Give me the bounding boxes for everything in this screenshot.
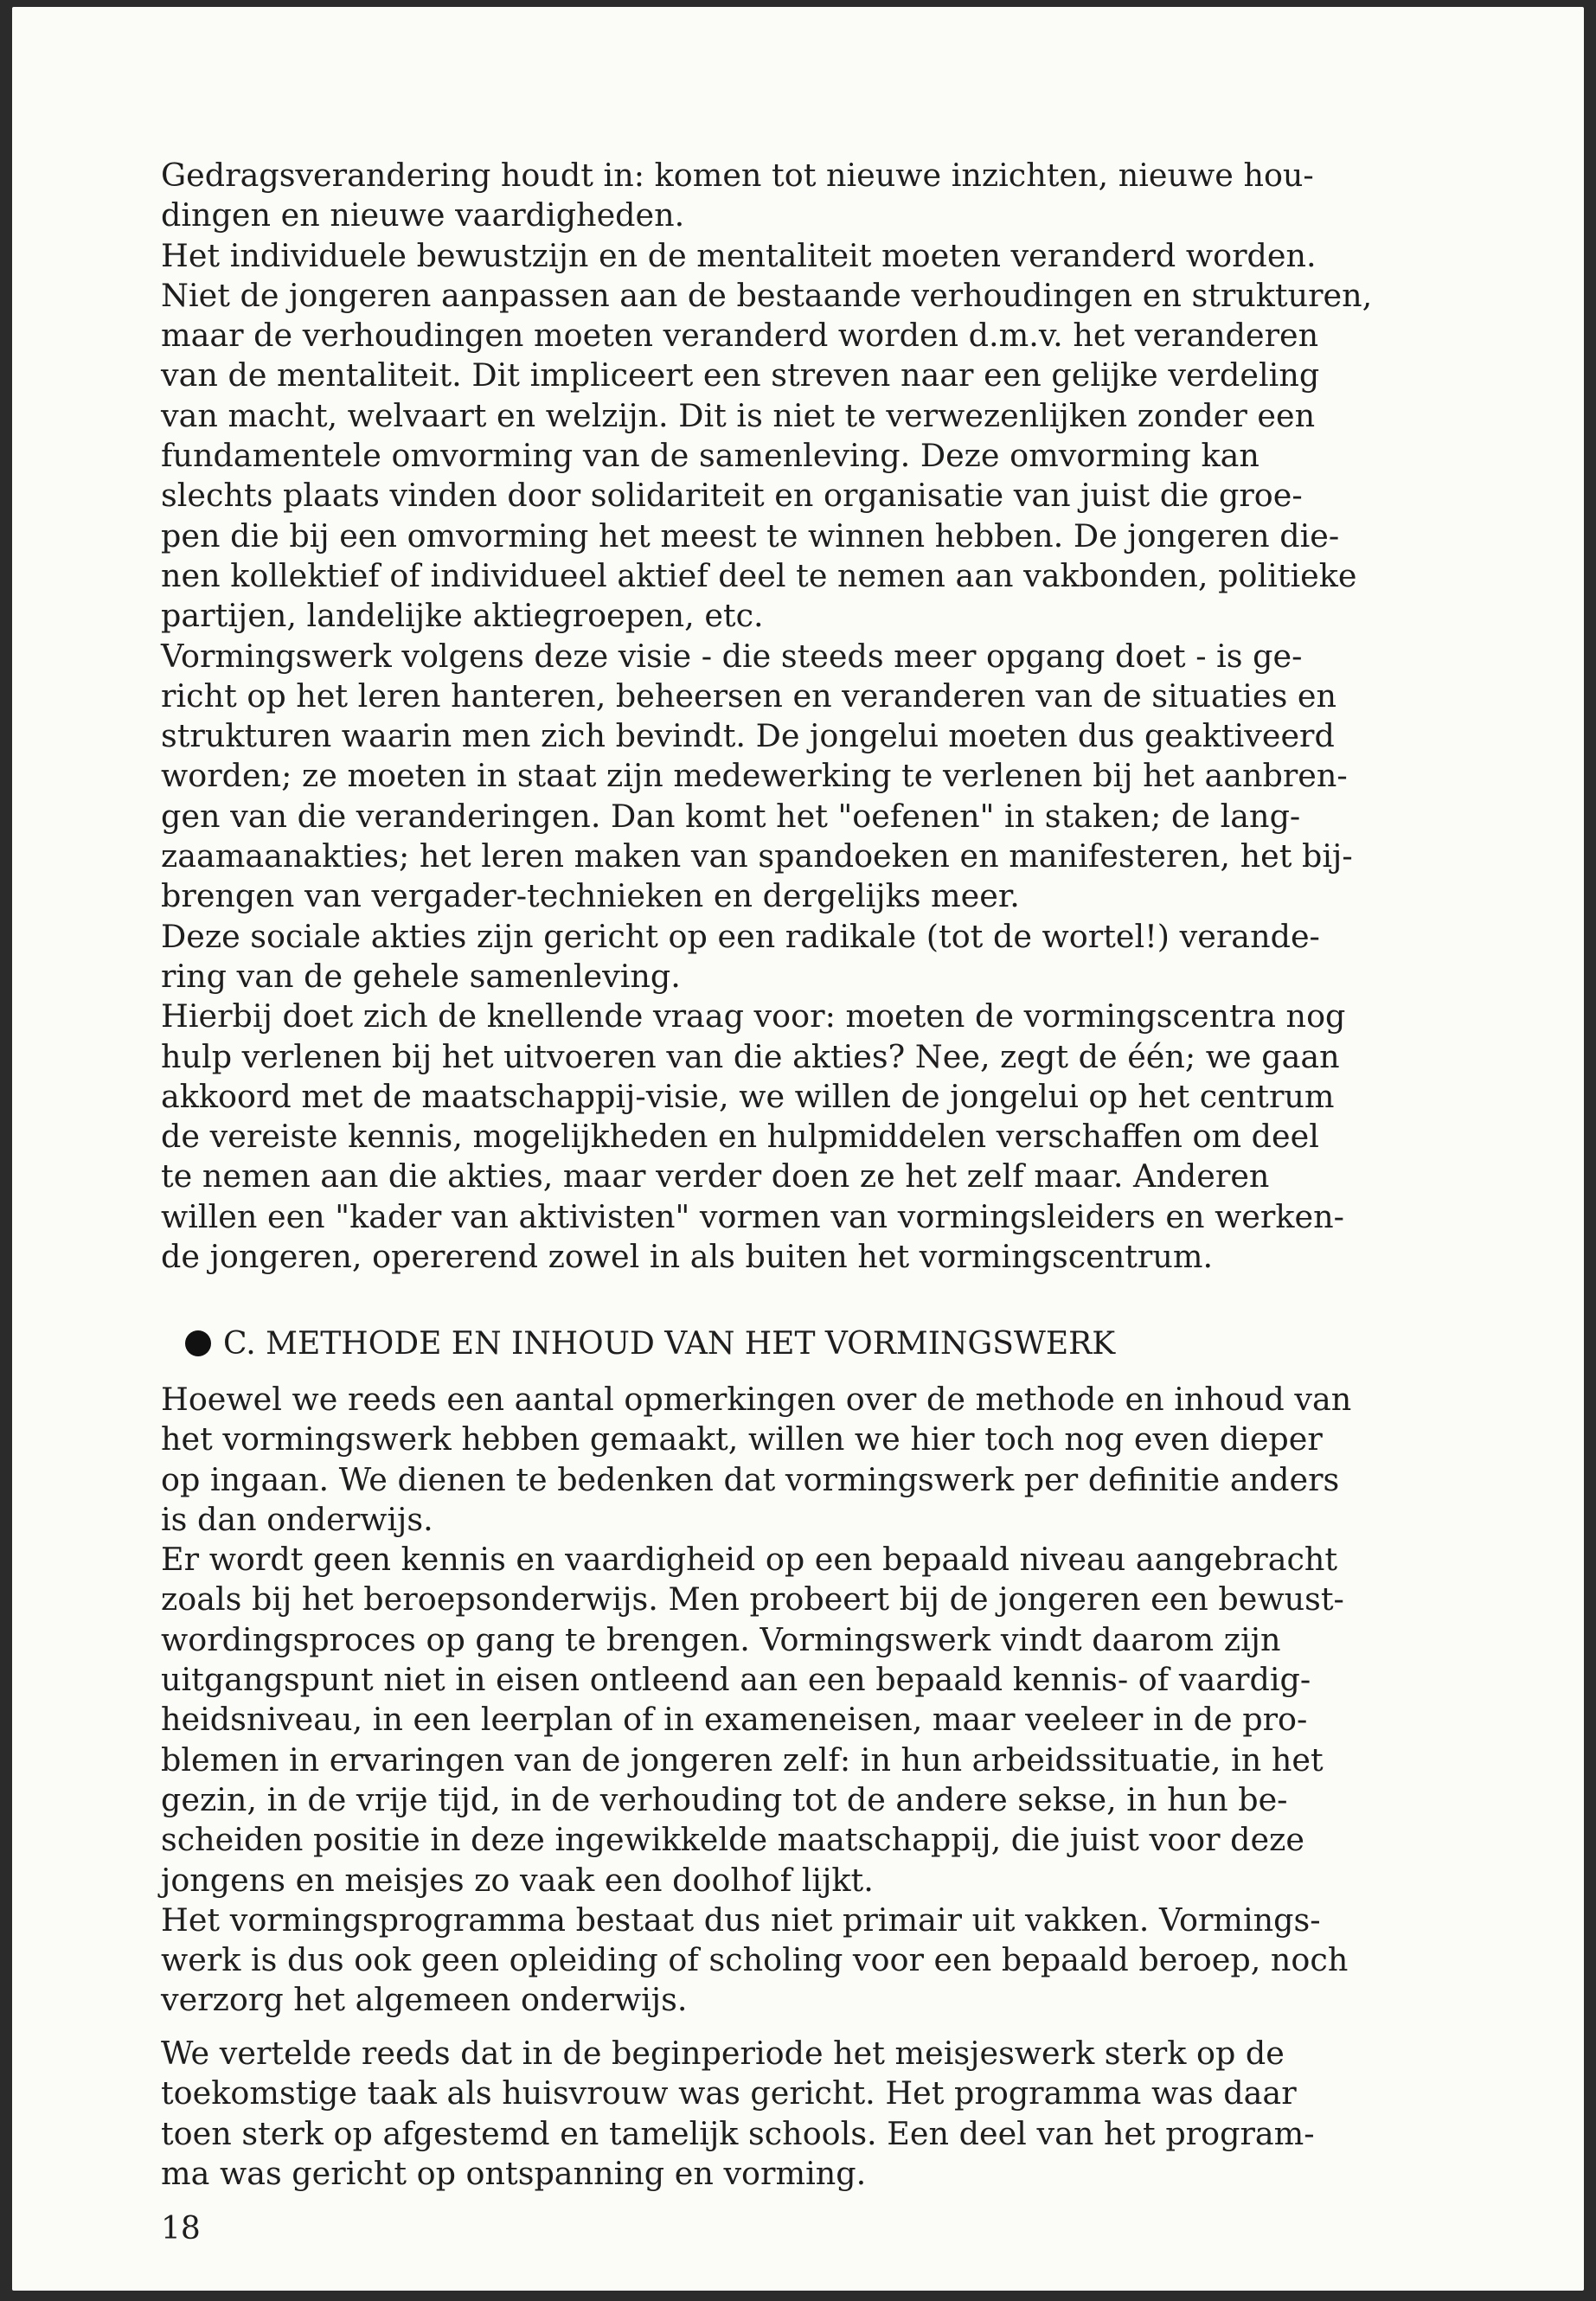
- text-line: pen die bij een omvorming het meest te winnen hebben. De jongeren die-: [161, 516, 1340, 554]
- text-line: verzorg het algemeen onderwijs.: [161, 1981, 688, 2019]
- text-line: Hierbij doet zich de knellende vraag voor: moeten de vormingscentra nog: [161, 997, 1346, 1035]
- text-line: ma was gericht op ontspanning en vorming.: [161, 2154, 867, 2192]
- text-line: hulp verlenen bij het uitvoeren van die akties? Nee, zegt de één; we gaan: [161, 1037, 1340, 1075]
- text-line: Gedragsverandering houdt in: komen tot nieuwe inzichten, nieuwe hou-: [161, 157, 1314, 194]
- text-line: te nemen aan die akties, maar verder doen ze het zelf maar. Anderen: [161, 1157, 1270, 1195]
- text-line: wordingsproces op gang te brengen. Vormingswerk vindt daarom zijn: [161, 1620, 1281, 1658]
- text-line: willen een "kader van aktivisten" vormen van vormingsleiders en werken-: [161, 1197, 1344, 1235]
- text-line: op ingaan. We dienen te bedenken dat vormingswerk per definitie anders: [161, 1460, 1340, 1498]
- text-line: de jongeren, opererend zowel in als buiten het vormingscentrum.: [161, 1238, 1214, 1276]
- page-number: 18: [161, 2211, 201, 2247]
- document-page: [12, 7, 1584, 2291]
- text-line: zaamaanakties; het leren maken van spandoeken en manifesteren, het bij-: [161, 837, 1353, 875]
- text-line: Vormingswerk volgens deze visie - die steeds meer opgang doet - is ge-: [161, 637, 1303, 675]
- section-heading: [185, 1322, 1115, 1365]
- bullet-icon: [185, 1330, 211, 1356]
- section-heading-text: C. METHODE EN INHOUD VAN HET VORMINGSWERK: [223, 1325, 1116, 1362]
- text-line: fundamentele omvorming van de samenleving. Deze omvorming kan: [161, 437, 1259, 475]
- text-line: ring van de gehele samenleving.: [161, 957, 681, 995]
- text-line: jongens en meisjes zo vaak een doolhof lijkt.: [161, 1861, 874, 1899]
- text-line: blemen in ervaringen van de jongeren zelf: in hun arbeidssituatie, in het: [161, 1740, 1324, 1779]
- text-line: gezin, in de vrije tijd, in de verhouding tot de andere sekse, in hun be-: [161, 1780, 1288, 1818]
- text-line: toekomstige taak als huisvrouw was gericht. Het programma was daar: [161, 2074, 1297, 2112]
- text-line: partijen, landelijke aktiegroepen, etc.: [161, 597, 764, 635]
- text-line: gen van die veranderingen. Dan komt het "oefenen" in staken; de lang-: [161, 797, 1301, 835]
- text-line: Deze sociale akties zijn gericht op een radikale (tot de wortel!) verande-: [161, 917, 1320, 955]
- text-block-top: [161, 156, 1467, 1277]
- text-line: de vereiste kennis, mogelijkheden en hulpmiddelen verschaffen om deel: [161, 1118, 1319, 1156]
- text-line: dingen en nieuwe vaardigheden.: [161, 196, 685, 234]
- text-line: is dan onderwijs.: [161, 1500, 433, 1538]
- text-line: richt op het leren hanteren, beheersen en veranderen van de situaties en: [161, 676, 1337, 715]
- text-line: toen sterk op afgestemd en tamelijk schools. Een deel van het program-: [161, 2114, 1315, 2152]
- text-block-last: [161, 2034, 1467, 2194]
- text-line: We vertelde reeds dat in de beginperiode het meisjeswerk sterk op de: [161, 2035, 1285, 2072]
- text-line: slechts plaats vinden door solidariteit en organisatie van juist die groe-: [161, 477, 1303, 515]
- text-block-main: [161, 1380, 1467, 2021]
- text-line: brengen van vergader-technieken en dergelijks meer.: [161, 877, 1020, 915]
- text-line: Het vormingsprogramma bestaat dus niet primair uit vakken. Vormings-: [161, 1900, 1321, 1939]
- text-line: Het individuele bewustzijn en de mentaliteit moeten veranderd worden.: [161, 236, 1317, 274]
- text-line: nen kollektief of individueel aktief deel te nemen aan vakbonden, politieke: [161, 556, 1357, 594]
- text-line: worden; ze moeten in staat zijn medewerking te verlenen bij het aanbren-: [161, 757, 1348, 795]
- text-line: zoals bij het beroepsonderwijs. Men probeert bij de jongeren een bewust-: [161, 1580, 1344, 1618]
- text-line: Hoewel we reeds een aantal opmerkingen over de methode en inhoud van: [161, 1381, 1352, 1418]
- text-line: het vormingswerk hebben gemaakt, willen we hier toch nog even dieper: [161, 1420, 1323, 1458]
- text-line: akkoord met de maatschappij-visie, we willen de jongelui op het centrum: [161, 1077, 1335, 1115]
- text-line: van macht, welvaart en welzijn. Dit is niet te verwezenlijken zonder een: [161, 396, 1316, 434]
- text-line: Er wordt geen kennis en vaardigheid op een bepaald niveau aangebracht: [161, 1541, 1338, 1579]
- text-line: heidsniveau, in een leerplan of in exameneisen, maar veeleer in de pro-: [161, 1701, 1308, 1739]
- text-line: uitgangspunt niet in eisen ontleend aan een bepaald kennis- of vaardig-: [161, 1661, 1311, 1699]
- text-line: van de mentaliteit. Dit impliceert een streven naar een gelijke verdeling: [161, 356, 1320, 394]
- text-line: werk is dus ook geen opleiding of scholing voor een bepaald beroep, noch: [161, 1941, 1349, 1979]
- text-line: maar de verhoudingen moeten veranderd worden d.m.v. het veranderen: [161, 317, 1319, 355]
- text-line: Niet de jongeren aanpassen aan de bestaande verhoudingen en strukturen,: [161, 276, 1373, 314]
- text-line: strukturen waarin men zich bevindt. De jongelui moeten dus geaktiveerd: [161, 717, 1335, 755]
- text-line: scheiden positie in deze ingewikkelde maatschappij, die juist voor deze: [161, 1821, 1304, 1859]
